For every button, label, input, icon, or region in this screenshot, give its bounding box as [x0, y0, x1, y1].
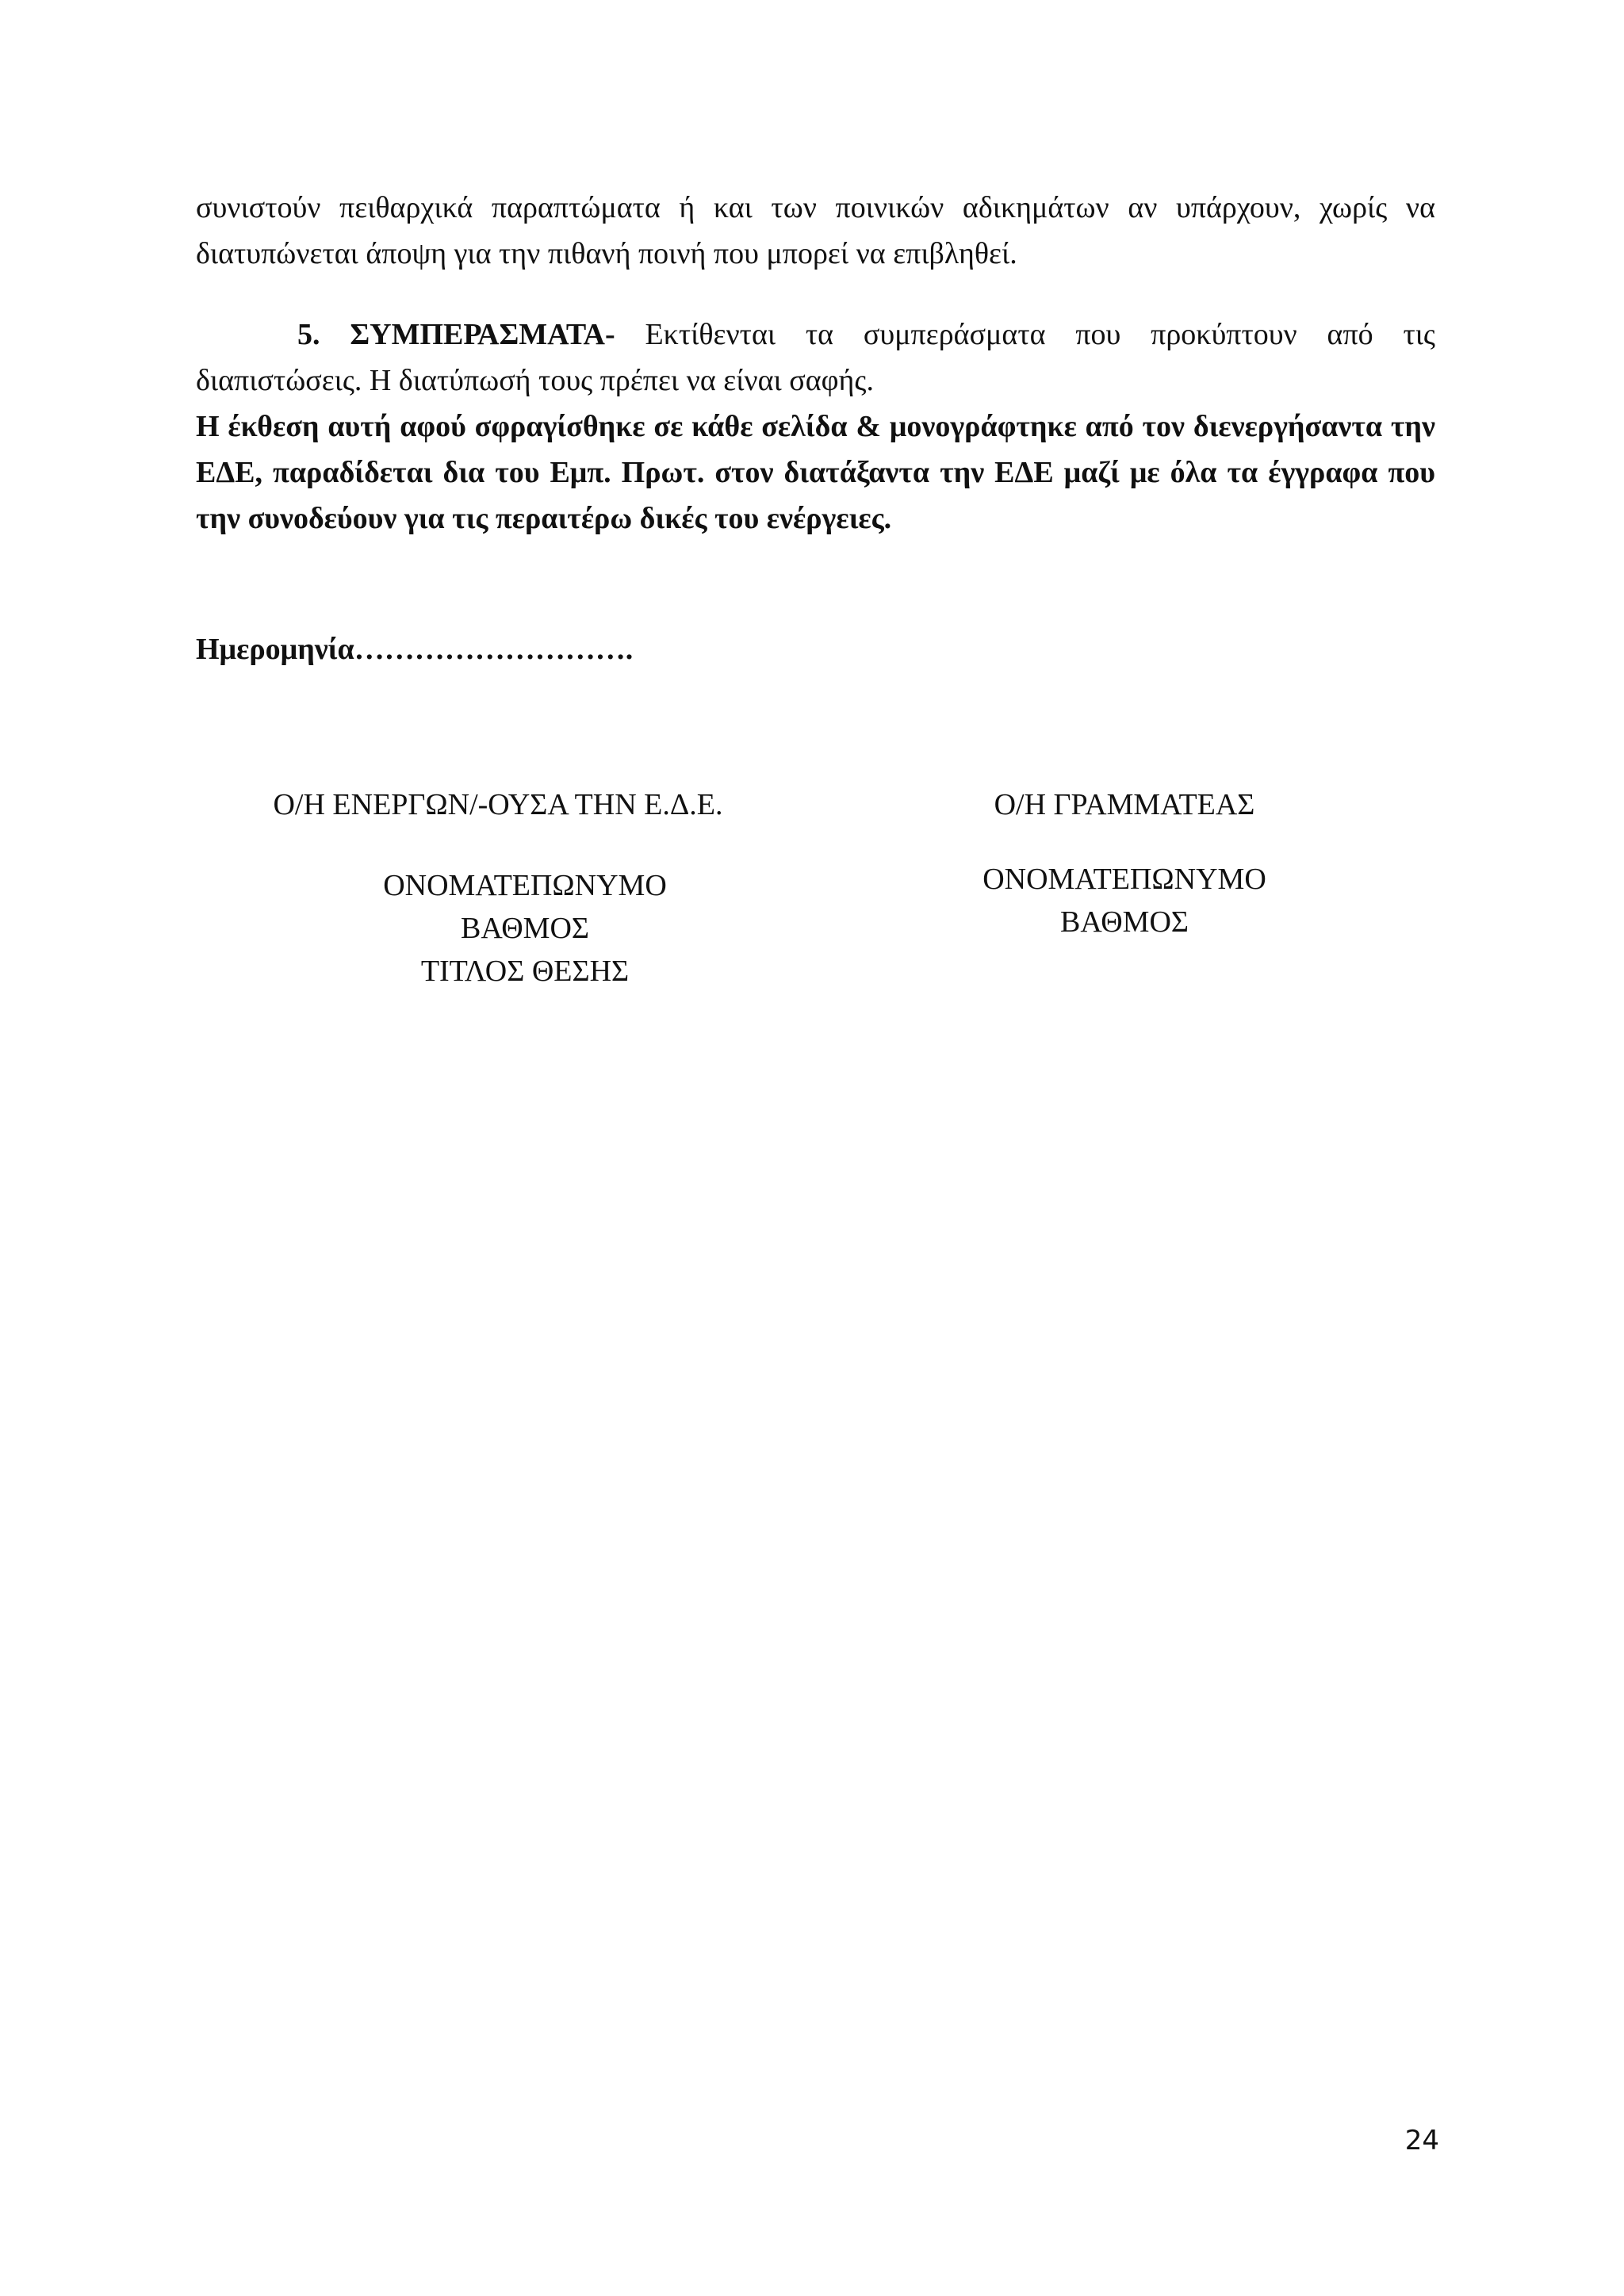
- secretary-signature-block: [887, 783, 1362, 943]
- investigator-rank: ΒΑΘΜΟΣ: [460, 912, 590, 945]
- investigator-role: Ο/Η ΕΝΕΡΓΩΝ/-ΟΥΣΑ ΤΗΝ Ε.Δ.Ε.: [273, 788, 723, 821]
- section-5-text-1: Εκτίθενται τα συμπεράσματα που προκύπτουν από τις: [615, 318, 1435, 351]
- continuation-paragraph: [196, 185, 1435, 277]
- closing-statement: Η έκθεση αυτή αφού σφραγίσθηκε σε κάθε σελίδα & μονογράφτηκε από τον διενεργήσαντα την ΕΔΕ, παραδίδεται δια του Εμπ. Πρωτ. στον διατάξαντα την ΕΔΕ μαζί με όλα τα έγγραφα που την συνοδεύουν για τις περαιτέρω δικές του ενέργειες.: [196, 410, 1435, 535]
- section-5-line-2: διαπιστώσεις. Η διατύπωσή τους πρέπει να είναι σαφής.: [196, 364, 874, 397]
- secretary-name: ΟΝΟΜΑΤΕΠΩΝΥΜΟ: [982, 863, 1266, 896]
- investigator-position: ΤΙΤΛΟΣ ΘΕΣΗΣ: [420, 955, 630, 988]
- date-line: Ημερομηνία……………………….: [196, 633, 634, 666]
- section-5-paragraph: [196, 312, 1435, 404]
- continuation-line-1: συνιστούν πειθαρχικά παραπτώματα ή και των ποινικών αδικημάτων αν υπάρχουν, χωρίς να: [196, 191, 1435, 224]
- investigator-signature-block: [213, 783, 783, 993]
- page-number: 24: [1404, 2125, 1439, 2156]
- secretary-rank: ΒΑΘΜΟΣ: [1059, 905, 1189, 939]
- section-5-line-1: [196, 312, 1435, 358]
- investigator-name: ΟΝΟΜΑΤΕΠΩΝΥΜΟ: [383, 869, 667, 902]
- secretary-role: Ο/Η ΓΡΑΜΜΑΤΕΑΣ: [994, 788, 1255, 821]
- section-5-heading: 5. ΣΥΜΠΕΡΑΣΜΑΤΑ-: [297, 318, 615, 351]
- continuation-line-2: διατυπώνεται άποψη για την πιθανή ποινή που μπορεί να επιβληθεί.: [196, 237, 1017, 270]
